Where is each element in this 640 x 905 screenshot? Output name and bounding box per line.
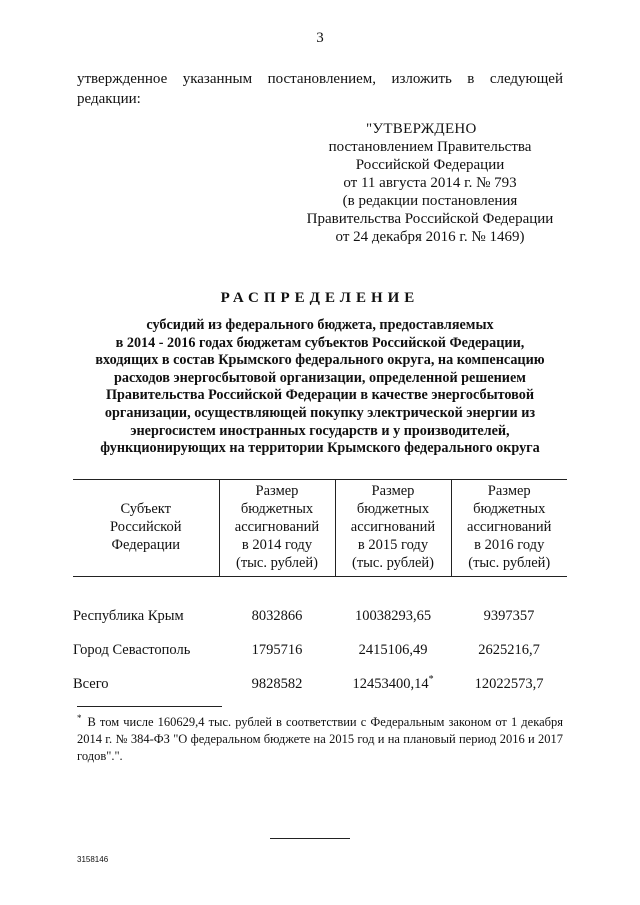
header-text: (тыс. рублей) (468, 555, 551, 571)
subtitle-line: Правительства Российской Федерации в качестве энергосбытовой (105, 387, 535, 404)
table-row (73, 625, 567, 659)
intro-word: изложить (391, 71, 452, 87)
approval-line: постановлением Правительства (328, 139, 532, 155)
header-subject (73, 480, 219, 577)
header-text: бюджетных (473, 501, 546, 517)
approval-block (296, 120, 564, 246)
approval-headline: "УТВЕРЖДЕНО (366, 121, 477, 137)
header-text: ассигнований (350, 519, 436, 535)
footnote (77, 714, 563, 765)
footnote-divider (77, 706, 222, 707)
intro-line-1 (77, 71, 563, 88)
header-text: Размер (371, 483, 415, 499)
header-text: бюджетных (356, 501, 430, 517)
document-subtitle (60, 317, 580, 458)
header-text: в 2015 году (357, 537, 429, 553)
approval-line: (в редакции постановления (342, 193, 518, 209)
intro-word: постановлением, (267, 71, 377, 87)
subtitle-line: субсидий из федерального бюджета, предоставляемых (146, 317, 494, 333)
header-text: Размер (487, 483, 531, 499)
header-text: Субъект (120, 501, 171, 517)
approval-line: от 24 декабря 2016 г. № 1469) (335, 229, 525, 245)
approval-line: от 11 августа 2014 г. № 793 (343, 175, 517, 191)
page-number: 3 (316, 30, 324, 46)
cell-2016: 2625216,7 (478, 642, 540, 658)
header-text: бюджетных (240, 501, 314, 517)
document-title: РАСПРЕДЕЛЕНИЕ (220, 290, 420, 306)
cell-value: 12453400,14 (352, 676, 429, 692)
footnote-text: В том числе 160629,4 тыс. рублей в соответствии с Федеральным законом от 1 декабря 2014 г. № 384-ФЗ "О федеральном бюджете на 2015 год и на плановый период 2016 и 2017 годов".". (77, 715, 563, 763)
header-text: в 2014 году (241, 537, 313, 553)
header-text: (тыс. рублей) (352, 555, 434, 571)
approval-line: Российской Федерации (355, 157, 505, 173)
cell-2015 (335, 659, 451, 693)
approval-line: Правительства Российской Федерации (306, 211, 554, 227)
header-2015 (335, 480, 451, 577)
intro-line-2: редакции: (77, 91, 141, 107)
cell-2014: 8032866 (251, 608, 303, 624)
header-text: Федерации (111, 537, 180, 553)
cell-2014: 9828582 (251, 676, 303, 692)
row-subject: Республика Крым (73, 608, 184, 624)
intro-word: в (467, 71, 475, 87)
subtitle-line: входящих в состав Крымского федерального округа, на компенсацию (95, 352, 545, 369)
cell-2016: 9397357 (483, 608, 535, 624)
table-header-row (73, 480, 567, 577)
intro-word: утвержденное (77, 71, 168, 87)
cell-2016: 12022573,7 (474, 676, 544, 692)
header-text: Российской (110, 519, 182, 535)
header-text: в 2016 году (474, 537, 545, 553)
row-subject: Город Севастополь (73, 642, 191, 658)
subtitle-line: расходов энергосбытовой организации, определенной решением (114, 369, 526, 386)
subtitle-line: в 2014 - 2016 годах бюджетам субъектов Российской Федерации, (115, 334, 525, 351)
intro-word: указанным (182, 71, 253, 87)
end-separator (270, 838, 350, 839)
cell-2015: 10038293,65 (354, 608, 432, 624)
subsidy-table (73, 479, 567, 693)
header-text: (тыс. рублей) (236, 555, 318, 571)
table-row-total (73, 659, 567, 693)
header-2016 (451, 480, 567, 577)
header-2014 (219, 480, 335, 577)
row-subject: Всего (73, 676, 109, 692)
subtitle-line: организации, осуществляющей покупку электрической энергии из (104, 404, 536, 421)
cell-2014: 1795716 (251, 642, 303, 658)
document-code: 3158146 (77, 855, 109, 864)
header-text: ассигнований (467, 519, 552, 535)
intro-word: следующей (489, 71, 563, 87)
subtitle-line: функционирующих на территории Крымского федерального округа (100, 440, 540, 457)
subtitle-line: энергосистем иностранных государств и у производителей, (130, 422, 510, 439)
cell-2015: 2415106,49 (358, 642, 428, 658)
table-row (73, 577, 567, 626)
header-text: Размер (255, 483, 299, 499)
header-text: ассигнований (234, 519, 320, 535)
footnote-mark: * (77, 712, 82, 723)
footnote-marker: * (428, 674, 434, 686)
